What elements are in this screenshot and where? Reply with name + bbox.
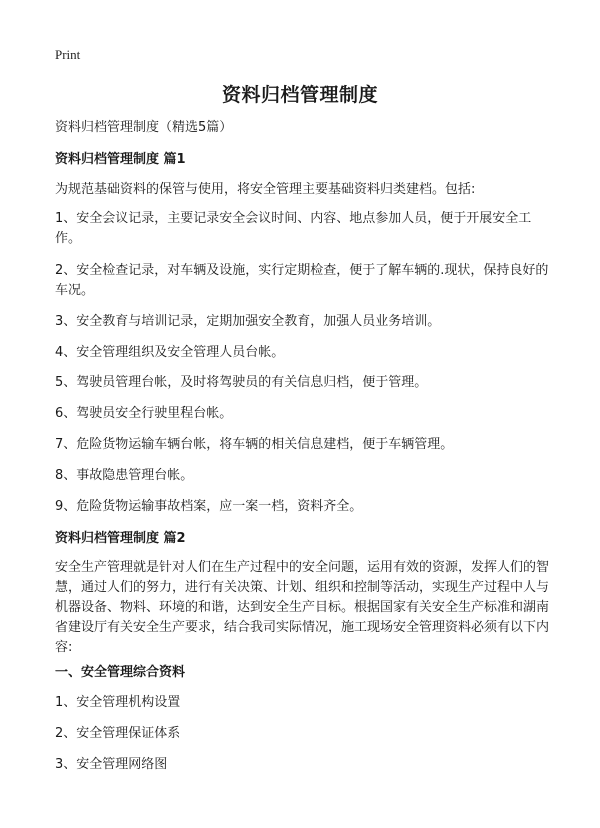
list-item: 9、危险货物运输事故档案，应一案一档，资料齐全。	[55, 499, 363, 514]
section2-body: 安全生产管理就是针对人们在生产过程中的安全问题，运用有效的资源，发挥人们的智慧，通过人们的努力，进行有关决策、计划、组织和控制等活动，实现生产过程中人与机器设备、物料、环境的和谐，达到安全生产目标。根据国家有关安全生产标准和湖南省建设厅有关安全生产要求，结合我司实际情况，施工现场安全管理资料必须有以下内容:	[55, 560, 550, 655]
section-heading-2: 资料归档管理制度 篇2	[55, 531, 186, 546]
list-item: 6、驾驶员安全行驶里程台帐。	[55, 406, 233, 421]
section1-intro: 为规范基础资料的保管与使用，将安全管理主要基础资料归类建档。包括:	[55, 182, 476, 197]
list-item: 7、危险货物运输车辆台帐，将车辆的相关信息建档，便于车辆管理。	[55, 437, 454, 452]
list-item: 1、安全会议记录，主要记录安全会议时间、内容、地点参加人员，便于开展安全工作。	[55, 211, 532, 246]
list-item: 3、安全教育与培训记录，定期加强安全教育，加强人员业务培训。	[55, 314, 441, 329]
list-item: 2、安全管理保证体系	[55, 726, 181, 741]
page-title: 资料归档管理制度	[221, 84, 378, 106]
list-item: 5、驾驶员管理台帐，及时将驾驶员的有关信息归档，便于管理。	[55, 375, 428, 390]
list-item: 1、安全管理机构设置	[55, 695, 181, 710]
list-item: 3、安全管理网络图	[55, 757, 168, 772]
section2-subheading: 一、安全管理综合资料	[55, 665, 186, 680]
list-item: 8、事故隐患管理台帐。	[55, 468, 194, 483]
document-subtitle: 资料归档管理制度（精选5篇）	[55, 120, 233, 135]
print-label: Print	[55, 47, 81, 62]
list-item: 2、安全检查记录，对车辆及设施，实行定期检查，便于了解车辆的.现状，保持良好的车况。	[55, 263, 549, 298]
section-heading-1: 资料归档管理制度 篇1	[55, 152, 186, 167]
list-item: 4、安全管理组织及安全管理人员台帐。	[55, 345, 285, 360]
